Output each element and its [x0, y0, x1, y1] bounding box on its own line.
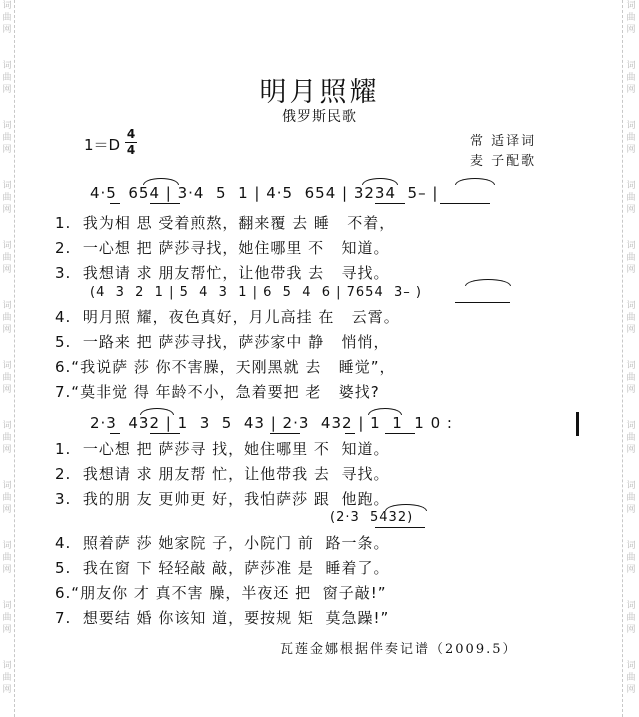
lyric-line: 1. 一心想 把 萨莎寻 找，她住哪里 不 知道。 [55, 440, 390, 458]
lyric-line: 4. 照着萨 莎 她家院 子，小院门 前 路一条。 [55, 534, 390, 552]
lyricist-credit: 常 适译词 [470, 134, 537, 149]
watermark-right: 词曲网 [626, 181, 636, 215]
notation-line-1: 4·5 654 | 3·4 5 1 | 4·5 654 | 3234 5– | [90, 184, 439, 202]
watermark-left: 词曲网 [2, 241, 12, 275]
beam-underline [375, 203, 405, 204]
notation-line-2: (4 3 2 1 | 5 4 3 1 | 6 5 4 6 | 7654 3– ) [90, 285, 422, 300]
watermark-left: 词曲网 [2, 541, 12, 575]
repeat-end-barline [576, 412, 579, 436]
beam-underline [150, 433, 180, 434]
watermark-left: 词曲网 [2, 421, 12, 455]
watermark-right: 词曲网 [626, 241, 636, 275]
watermark-right: 词曲网 [626, 121, 636, 155]
slur-mark [455, 178, 495, 185]
watermark-left: 词曲网 [2, 181, 12, 215]
lyric-line: 6.“我说萨 莎 你不害臊，天刚黑就 去 睡觉”， [55, 358, 396, 376]
key-signature: 1＝D [84, 136, 121, 154]
slur-mark [140, 408, 174, 415]
watermark-right: 词曲网 [626, 1, 636, 35]
beam-underline [110, 433, 120, 434]
watermark-right: 词曲网 [626, 481, 636, 515]
lyric-line: 5. 一路来 把 萨莎寻找，萨莎家中 静 悄悄， [55, 333, 390, 351]
lyric-line: 7.“莫非觉 得 年龄不小，急着要把 老 婆找? [55, 383, 380, 401]
watermark-right: 词曲网 [626, 61, 636, 95]
watermark-left: 词曲网 [2, 601, 12, 635]
watermark-left: 词曲网 [2, 301, 12, 335]
beam-underline [270, 433, 300, 434]
lyric-line: 3. 我的朋 友 更帅更 好，我怕萨莎 跟 他跑。 [55, 490, 390, 508]
watermark-left: 词曲网 [2, 61, 12, 95]
beam-underline [385, 433, 415, 434]
transcription-credit: 瓦莲金娜根据伴奏记谱（2009.5） [280, 642, 518, 657]
lyric-line: 1. 我为相 思 受着煎熬，翻来覆 去 睡 不着， [55, 214, 396, 232]
slur-mark [143, 178, 179, 185]
lyric-line: 2. 我想请 求 朋友帮 忙，让他带我 去 寻找。 [55, 465, 390, 483]
arranger-credit: 麦 子配歌 [470, 154, 537, 169]
lyric-line: 2. 一心想 把 萨莎寻找，她住哪里 不 知道。 [55, 239, 390, 257]
beam-underline [150, 203, 180, 204]
beam-underline [345, 433, 355, 434]
watermark-left: 词曲网 [2, 1, 12, 35]
watermark-right: 词曲网 [626, 661, 636, 695]
lyric-line: 6.“朋友你 才 真不害 臊，半夜还 把 窗子敲!” [55, 584, 387, 602]
notation-line-3: 2·3 432 | 1 3 5 43 | 2·3 432 | 1 1 1 0 : [90, 414, 453, 432]
watermark-right: 词曲网 [626, 421, 636, 455]
song-origin: 俄罗斯民歌 [282, 109, 357, 125]
beam-underline [440, 203, 490, 204]
watermark-right: 词曲网 [626, 541, 636, 575]
watermark-left: 词曲网 [2, 661, 12, 695]
meter-beats: 4 [126, 127, 136, 141]
beam-underline [375, 527, 425, 528]
watermark-left: 词曲网 [2, 361, 12, 395]
slur-mark [465, 279, 511, 286]
slur-mark [368, 408, 402, 415]
watermark-left: 词曲网 [2, 121, 12, 155]
slur-mark [385, 504, 427, 511]
lyric-line: 3. 我想请 求 朋友帮忙，让他带我 去 寻找。 [55, 264, 390, 282]
slur-mark [362, 178, 398, 185]
notation-line-4: (2·3 5432) [330, 510, 414, 525]
meter-unit: 4 [126, 143, 136, 157]
beam-underline [455, 302, 510, 303]
watermark-right: 词曲网 [626, 601, 636, 635]
lyric-line: 7. 想要结 婚 你该知 道，要按规 矩 莫急躁!” [55, 609, 390, 627]
lyric-line: 5. 我在窗 下 轻轻敲 敲，萨莎准 是 睡着了。 [55, 559, 390, 577]
watermark-right: 词曲网 [626, 301, 636, 335]
watermark-right: 词曲网 [626, 361, 636, 395]
time-signature [125, 128, 137, 157]
lyric-line: 4. 明月照 耀，夜色真好，月儿高挂 在 云霄。 [55, 308, 400, 326]
beam-underline [110, 203, 120, 204]
song-title: 明月照耀 [259, 77, 380, 108]
watermark-left: 词曲网 [2, 481, 12, 515]
